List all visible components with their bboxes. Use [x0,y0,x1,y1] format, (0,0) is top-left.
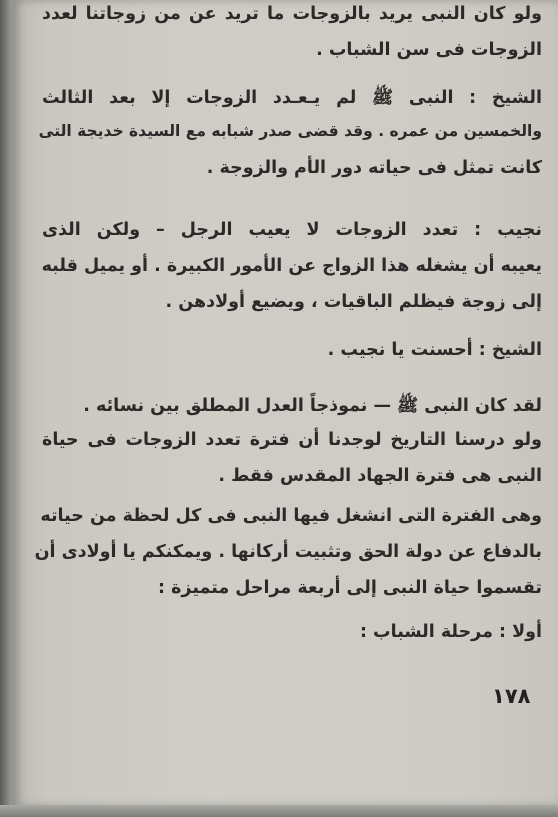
text-line-2: الزوجات فى سن الشباب . [316,40,542,60]
text-line-1: ولو كان النبى يريد بالزوجات ما تريد عن من زوجاتنا لعدد [42,4,542,24]
book-page [12,0,558,807]
text-line-3: الشيخ : النبى ﷺ لم يـعـدد الزوجات إلا بعد الثالث [42,88,542,108]
text-line-5: كانت تمثل فى حياته دور الأم والزوجة . [206,158,542,178]
text-line-12: النبى هى فترة الجهاد المقدس فقط . [218,466,542,486]
text-line-11: ولو درسنا التاريخ لوجدنا أن فترة تعدد الزوجات فى حياة [42,430,542,450]
text-line-16: أولا : مرحلة الشباب : [359,622,542,642]
text-line-8: إلى زوجة فيظلم الباقيات ، ويضيع أولادهن . [165,292,542,312]
text-line-7: يعيبه أن يشغله هذا الزواج عن الأمور الكبيرة . أو يميل قلبه [41,256,542,276]
text-line-9: الشيخ : أحسنت يا نجيب . [327,340,542,360]
page-number: ١٧٨ [492,684,531,708]
book-gutter [0,0,12,817]
text-line-6: نجيب : تعدد الزوجات لا يعيب الرجل – ولكن الذى [42,220,542,240]
text-line-14: بالدفاع عن دولة الحق وتثبيت أركانها . ويمكنكم يا أولادى أن [34,542,542,562]
text-line-15: تقسموا حياة النبى إلى أربعة مراحل متميزة : [158,578,542,598]
text-line-13: وهى الفترة التى انشغل فيها النبى فى كل لحظة من حياته [40,506,542,526]
text-line-10: لقد كان النبى ﷺ — نموذجاً العدل المطلق بين نسائه . [83,396,542,416]
text-line-4: والخمسين من عمره . وقد قضى صدر شبابه مع السيدة خديجة التى [38,122,542,140]
page-bottom-edge [0,805,558,817]
